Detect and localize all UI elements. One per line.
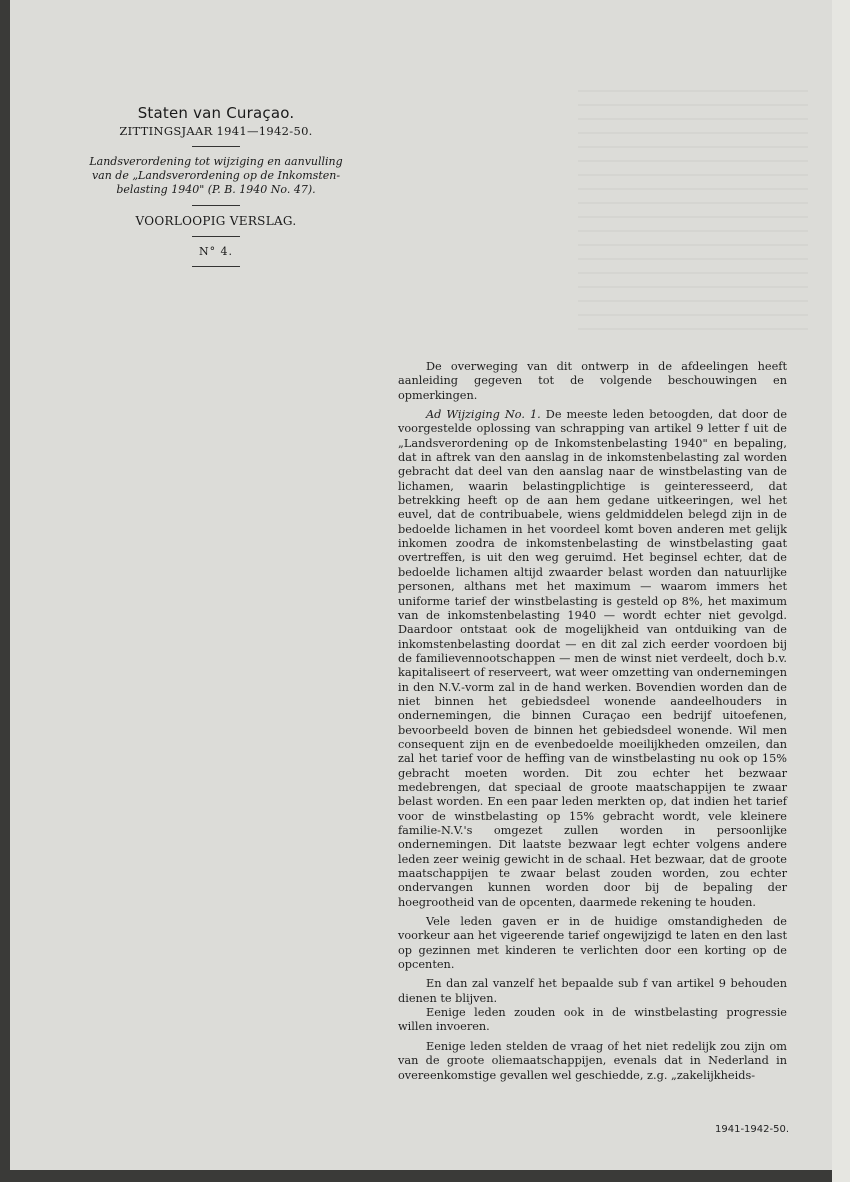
divider <box>192 266 240 267</box>
scan-edge <box>832 0 850 1182</box>
divider <box>192 146 240 147</box>
amendment-text: De meeste leden betoogden, dat door de voorgestelde oplossing van schrapping van artikel 9 letter f uit de „Landsverordening op de Inkomstenbelasting 1940" en bepaling, dat in aftrek van den aanslag in de inkomstenbelasting zal worden gebracht dat deel van den aanslag naar de winstbelasting van de lichamen, waarin belastingplichtige is geinteresseerd, dat betrekking heeft op de aan hem gedane uitkeeringen, wel het euvel, dat de contribuabele, wiens geldmiddelen belegd zijn in de bedoelde lichamen in het voordeel komt boven anderen met gelijk inkomen zoodra de inkomstenbelasting de winstbelasting gaat overtreffen, is uit den weg geruimd. Het beginsel echter, dat de bedoelde lichamen altijd zwaarder belast worden dan natuurlijke personen, althans met het maximum — waarom immers het uniforme tarief der winstbelasting is gesteld op 8%, het maximum van de inkomstenbelasting 1940 — wordt echter niet gevolgd. Daardoor ontstaat ook de mogelijkheid van ontduiking van de inkomstenbelasting doordat — en dit zal zich eerder voordoen bij de familievennootschappen — men de winst niet verdeelt, doch b.v. kapitaliseert of reserveert, wat weer omzetting van ondernemingen in den N.V.-vorm zal in de hand werken. Bovendien worden dan de niet binnen het gebiedsdeel wonende aandeelhouders in ondernemingen, die binnen Curaçao een bedrijf uitoefenen, bevoorbeeld boven de binnen het gebiedsdeel wonende. Wil men consequent zijn en de evenbedoelde moeilijkheden omzeilen, dan zal het tarief voor de heffing van de winstbelasting nu ook op 15% gebracht moeten worden. Dit zou echter het bezwaar medebrengen, dat speciaal de groote maatschappijen te zwaar belast worden. En een paar leden merkten op, dat indien het tarief voor de winstbelasting op 15% gebracht wordt, vele kleinere familie-N.V.'s omgezet zullen worden in persoonlijke ondernemingen. Dit laatste bezwaar legt echter volgens andere leden zeer weinig gewicht in de schaal. Het bezwaar, dat de groote maatschappijen te zwaar belast zouden worden, zou echter ondervangen kunnen worden door bij de bepaling der hoegrootheid van de opcenten, daarmede rekening te houden. <box>398 408 788 909</box>
divider <box>192 236 240 237</box>
paragraph-4: En dan zal vanzelf het bepaalde sub f van artikel 9 behouden dienen te blijven. <box>398 977 787 1005</box>
report-type: VOORLOOPIG VERSLAG. <box>135 214 297 228</box>
document-page <box>10 0 833 1170</box>
assembly-title: Staten van Curaçao. <box>137 104 295 122</box>
session-line: ZITTINGSJAAR 1941—1942-50. <box>119 124 313 138</box>
paragraph-5: Eenige leden zouden ook in de winstbelasting progressie willen invoeren. <box>398 1006 787 1034</box>
page-footer-code: 1941-1942-50. <box>715 1124 790 1135</box>
divider <box>192 205 240 206</box>
report-number: N° 4. <box>198 245 234 258</box>
subject-line-3: belasting 1940" (P. B. 1940 No. 47). <box>116 183 316 196</box>
subject-line-1: Landsverordening tot wijziging en aanvulling <box>89 155 343 168</box>
subject-line-2: van de „Landsverordening op de Inkomsten- <box>91 169 341 182</box>
show-through-text <box>578 90 808 330</box>
paragraph-3: Vele leden gaven er in de huidige omstandigheden de voorkeur aan het vigeerende tarief ongewijzigd te laten en den last op gezinnen met kinderen te verlichten door een korting op de opcenten. <box>398 915 787 972</box>
paragraph-intro: De overweging van dit ontwerp in de afdeelingen heeft aanleiding gegeven tot de volgende beschouwingen en opmerkingen. <box>398 360 787 402</box>
paragraph-6: Eenige leden stelden de vraag of het niet redelijk zou zijn om van de groote oliemaatschappijen, evenals dat in Nederland in overeenkomstige gevallen wel geschiedde, z.g. „zakelijkheids- <box>398 1039 787 1082</box>
document-header <box>66 104 366 275</box>
amendment-label: Ad Wijziging No. 1. <box>426 408 541 422</box>
report-body <box>398 360 787 1088</box>
paragraph-amendment-1 <box>398 408 787 910</box>
